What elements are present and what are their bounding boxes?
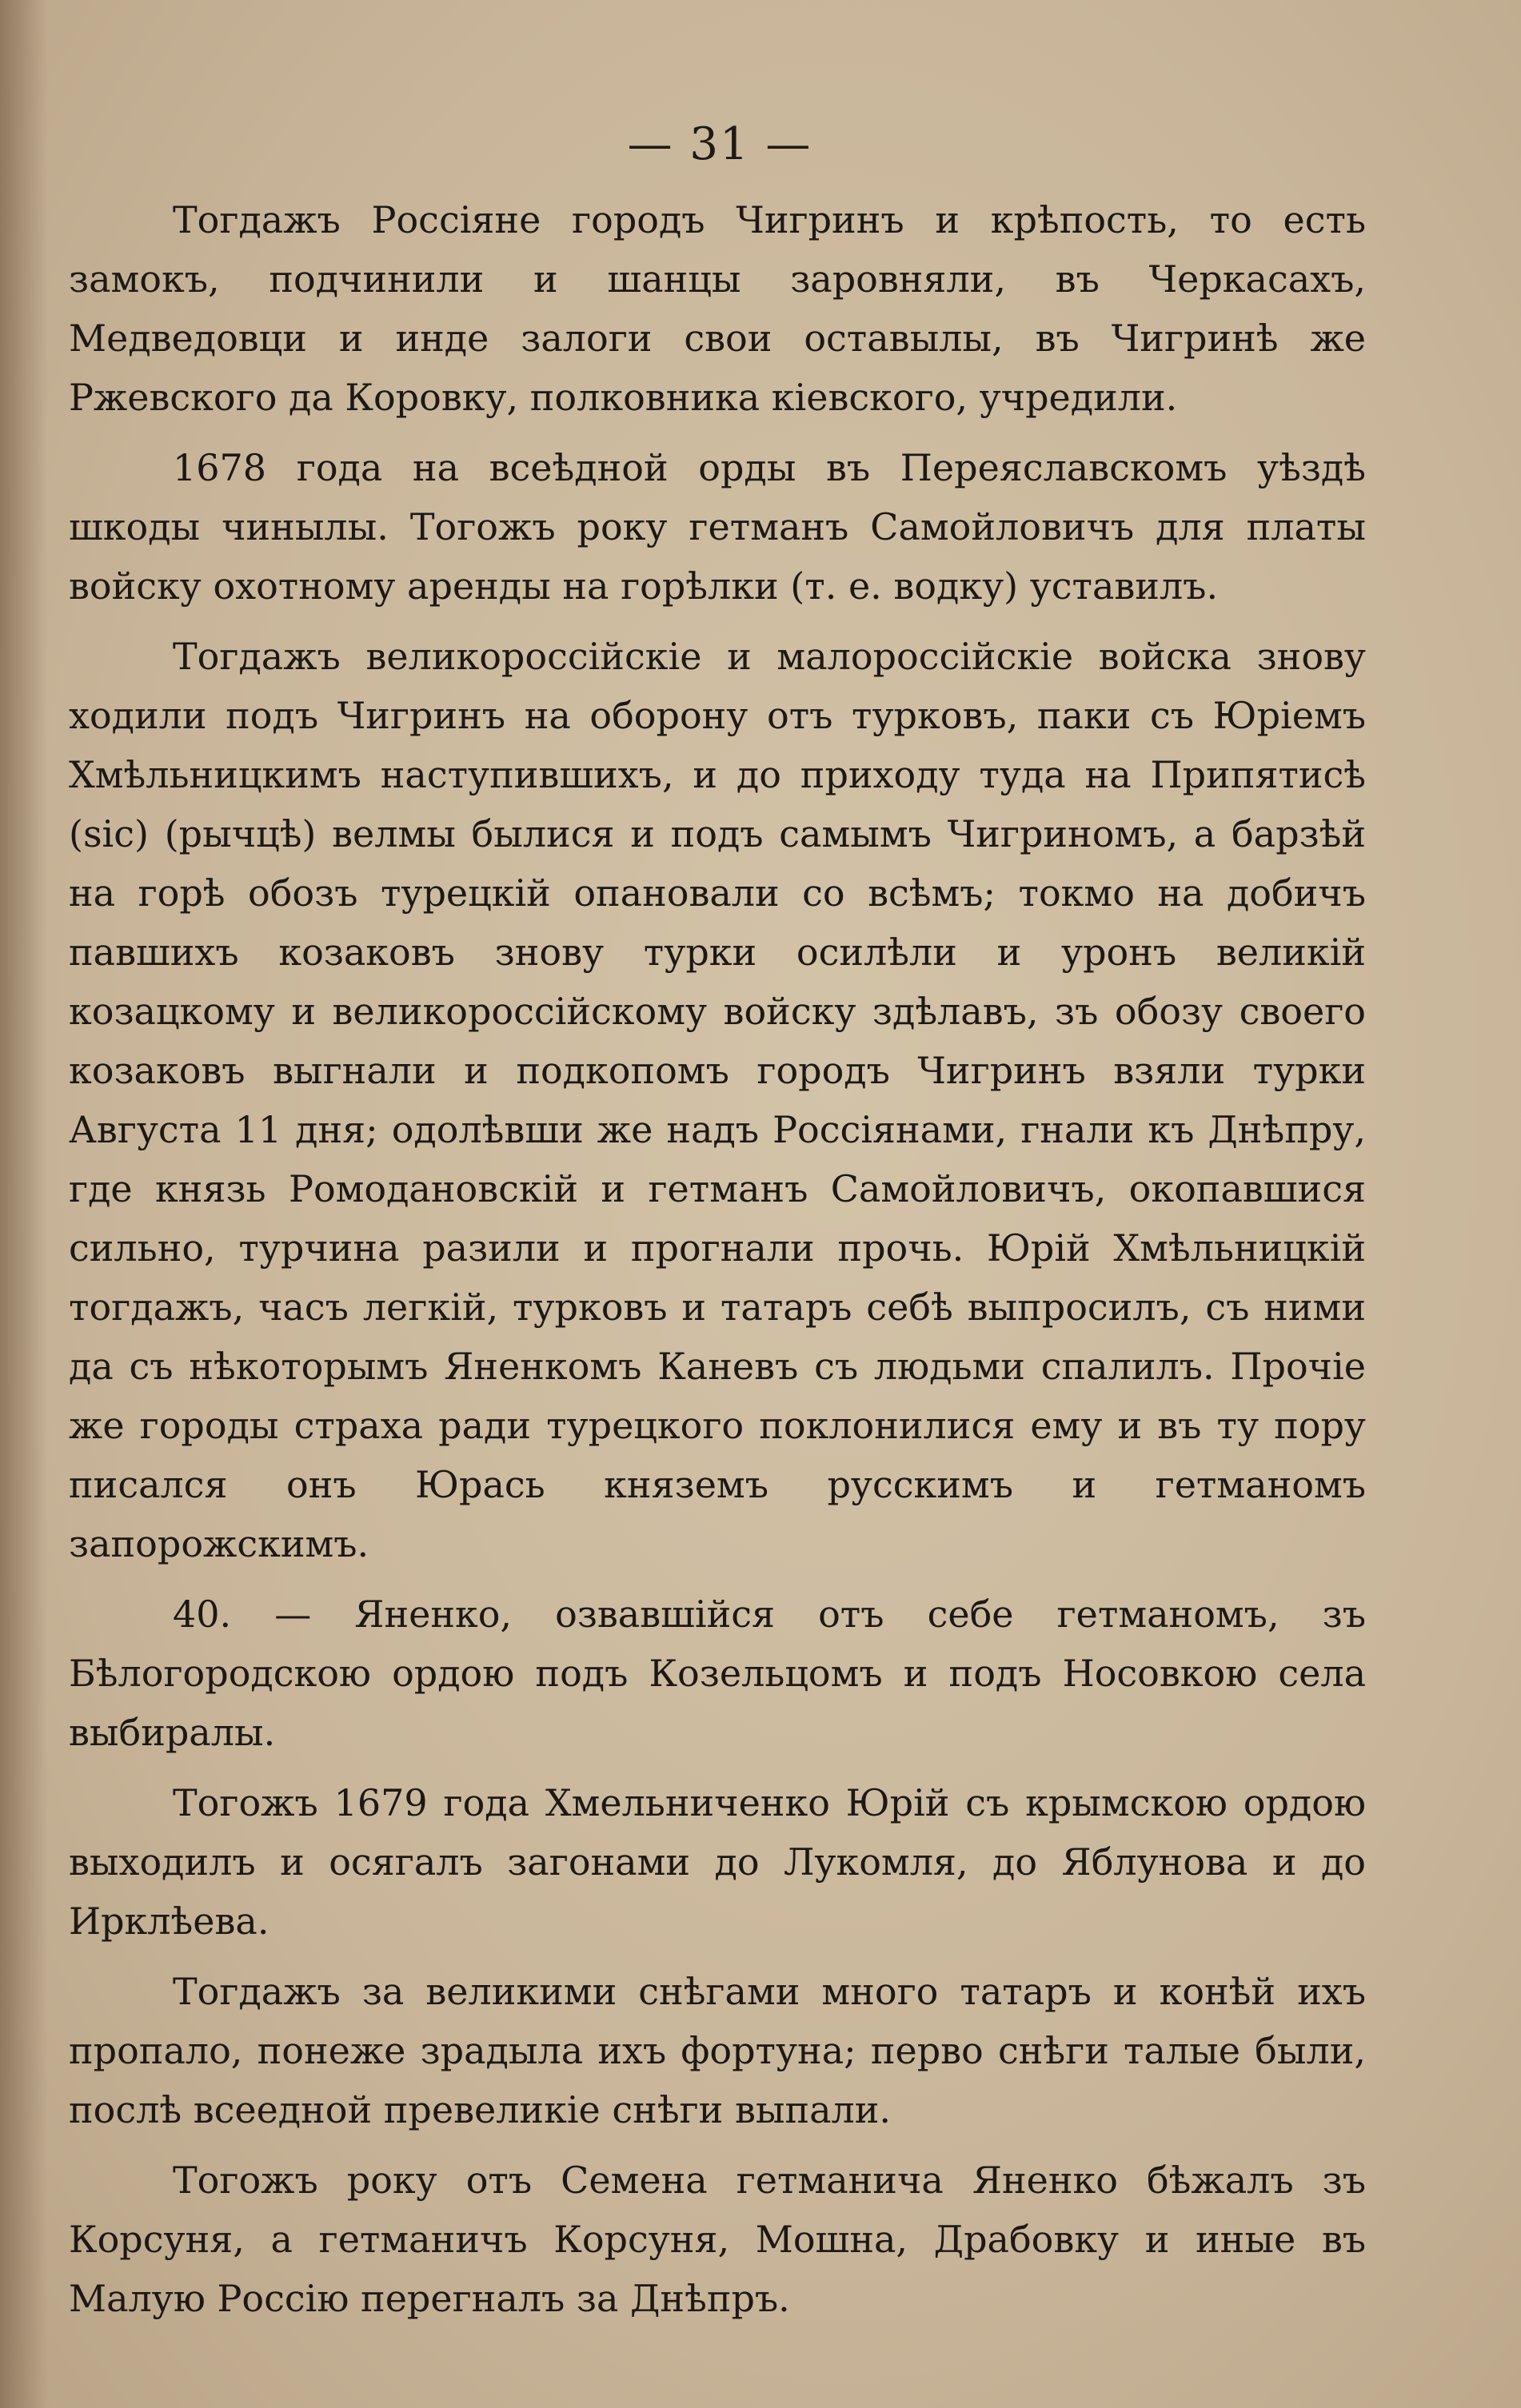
- paragraph: Тогожъ 1679 года Хмельниченко Юрiй съ крымскою ордою выходилъ и осягалъ загонами до Лукомля, до Яблунова и до Ирклѣева.: [69, 1781, 1366, 1943]
- paragraph: Тогдажъ великороссiйскiе и малороссiйскiе войска знову ходили подъ Чигринъ на оборону отъ турковъ, паки съ Юрiемъ Хмѣльницкимъ наступившихъ, и до приходу туда на Припятисѣ (sic) (рычцѣ) велмы былися и подъ самымъ Чигриномъ, а барзѣй на горѣ обозъ турецкiй опановали со всѣмъ; токмо на добичъ павшихъ козаковъ знову турки осилѣли и уронъ великiй козацкому и великороссiйскому войску здѣлавъ, зъ обозу своего козаковъ выгнали и подкопомъ городъ Чигринъ взяли турки Августа 11 дня; одолѣвши же надъ Россiянами, гнали къ Днѣпру, где князь Ромодановскiй и гетманъ Самойловичъ, окопавшися сильно, турчина разили и прогнали прочь. Юрiй Хмѣльницкiй тогдажъ, часъ легкiй, турковъ и татаръ себѣ выпросилъ, съ ними да съ нѣкоторымъ Яненкомъ Каневъ съ людьми спалилъ. Прочiе же городы страха ради турецкого поклонилися ему и въ ту пору писался онъ Юрась княземъ русскимъ и гетманомъ запорожскимъ.: [69, 635, 1366, 1565]
- paragraph: Тогожъ року отъ Семена гетманича Яненко бѣжалъ зъ Корсуня, а гетманичъ Корсуня, Мошна, Драбовку и иные въ Малую Россiю перегналъ за Днѣпръ.: [69, 2159, 1366, 2320]
- paragraph: Тогдажъ Россiяне городъ Чигринъ и крѣпость, то есть замокъ, подчинили и шанцы заровняли, въ Черкасахъ, Медведовци и инде залоги свои оставылы, въ Чигринѣ же Ржевского да Коровку, полковника кiевского, учредили.: [69, 198, 1366, 419]
- paragraph: 1678 года на всеѣдной орды въ Переяславскомъ уѣздѣ шкоды чинылы. Тогожъ року гетманъ Самойловичъ для платы войску охотному аренды на горѣлки (т. е. водку) уставилъ.: [69, 446, 1366, 608]
- body-text: [69, 190, 1366, 2339]
- paragraph: 40. — Яненко, озвавшiйся отъ себе гетманомъ, зъ Бѣлогородскою ордою подъ Козельцомъ и подъ Носовкою села выбиралы.: [69, 1593, 1366, 1754]
- spine-shadow: [0, 0, 48, 2408]
- page-number: — 31 —: [627, 118, 812, 170]
- paragraph: Тогдажъ за великими снѣгами много татаръ и конѣй ихъ пропало, понеже зрадыла ихъ фортуна; перво снѣги талые были, послѣ всеедной превеликiе снѣги выпали.: [69, 1970, 1366, 2131]
